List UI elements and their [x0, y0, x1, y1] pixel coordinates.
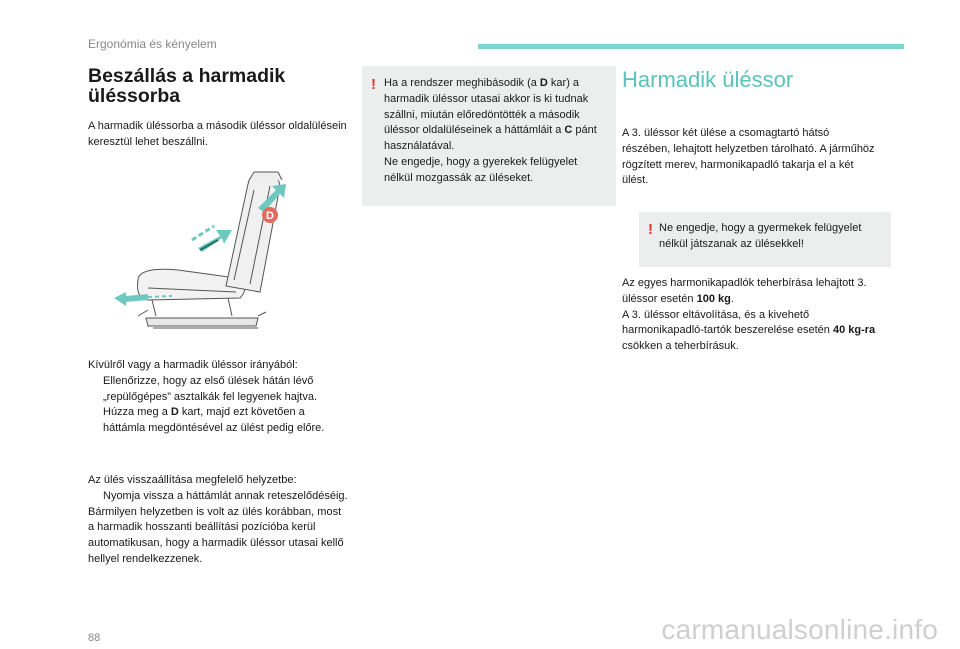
watermark: carmanualsonline.info	[661, 614, 938, 645]
folding-instructions	[88, 358, 350, 437]
load-capacity	[622, 276, 878, 355]
restore-instructions	[88, 473, 350, 568]
page-number: 88	[88, 632, 101, 644]
closing-text: Bármilyen helyzetben is volt az ülés korábban, most a harmadik hosszanti beállítási pozícióba kerül automatikusan, hogy a harmadik üléssor utasai kellő hellyel rendelkezzenek.	[88, 505, 344, 565]
bullet-text: Nyomja vissza a háttámlát annak reteszelődéséig.	[103, 489, 348, 502]
list-item	[88, 405, 350, 437]
lever-d-marker	[262, 207, 278, 223]
bullet-text: Húzza meg a D kart, majd ezt követően a háttámla megdöntésével az ülést pedig előre.	[103, 406, 325, 435]
load-capacity-text: Az egyes harmonikapadlók teherbírása lehajtott 3. üléssor esetén 100 kg.	[622, 277, 867, 305]
removal-capacity-text: A 3. üléssor eltávolítása, és a kivehető harmonikapadló-tartók beszerelése esetén 40 kg-ra csökken a teherbírásuk.	[622, 308, 876, 353]
entry-heading-line2: üléssorba	[88, 85, 181, 107]
warning-children-text: Ne engedje, hogy a gyerekek felügyelet nélkül mozgassák az üléseket.	[384, 155, 578, 184]
bullet-marker	[88, 489, 103, 505]
seat-illustration	[108, 168, 303, 336]
warning-box-children	[639, 212, 891, 267]
header-accent-bar	[478, 44, 904, 49]
third-row-intro: A 3. üléssor két ülése a csomagtartó hátsó részében, lehajtott helyzetben tárolható. A járműhöz rögzített merev, harmonikapadló takarja el a két ülést.	[622, 127, 875, 187]
entry-heading	[88, 66, 350, 106]
restore-intro: Az ülés visszaállítása megfelelő helyzetbe:	[88, 474, 297, 486]
outside-intro: Kívülről vagy a harmadik üléssor irányából:	[88, 359, 298, 371]
lever-d-label: D	[266, 210, 274, 222]
section-title: Ergonómia és kényelem	[88, 37, 217, 51]
bullet-marker	[88, 405, 103, 437]
warning-icon: !	[648, 221, 653, 238]
third-row-heading: Harmadik üléssor	[622, 67, 794, 92]
entry-heading-line1: Beszállás a harmadik	[88, 65, 286, 87]
right-column	[622, 66, 894, 189]
entry-intro: A harmadik üléssorba a második üléssor oldalülésein keresztül lehet beszállni.	[88, 120, 347, 148]
warning-icon: !	[371, 76, 376, 93]
list-item	[88, 374, 350, 406]
bullet-text: Ellenőrizze, hogy az első ülések hátán lévő „repülőgépes” asztalkák fel legyenek hajtva.	[103, 374, 318, 403]
warning-box-failure	[362, 66, 616, 206]
warning-failure-text: Ha a rendszer meghibásodik (a D kar) a harmadik üléssor utasai akkor is ki tudnak szállni, miután előredöntötték a második üléssor oldalüléseinek a háttámláit a C pánt használatával.	[384, 77, 597, 153]
list-item	[88, 489, 350, 505]
bullet-marker	[88, 374, 103, 406]
left-column	[88, 66, 350, 151]
warning-children-play-text: Ne engedje, hogy a gyermekek felügyelet nélkül játszanak az ülésekkel!	[659, 222, 862, 250]
